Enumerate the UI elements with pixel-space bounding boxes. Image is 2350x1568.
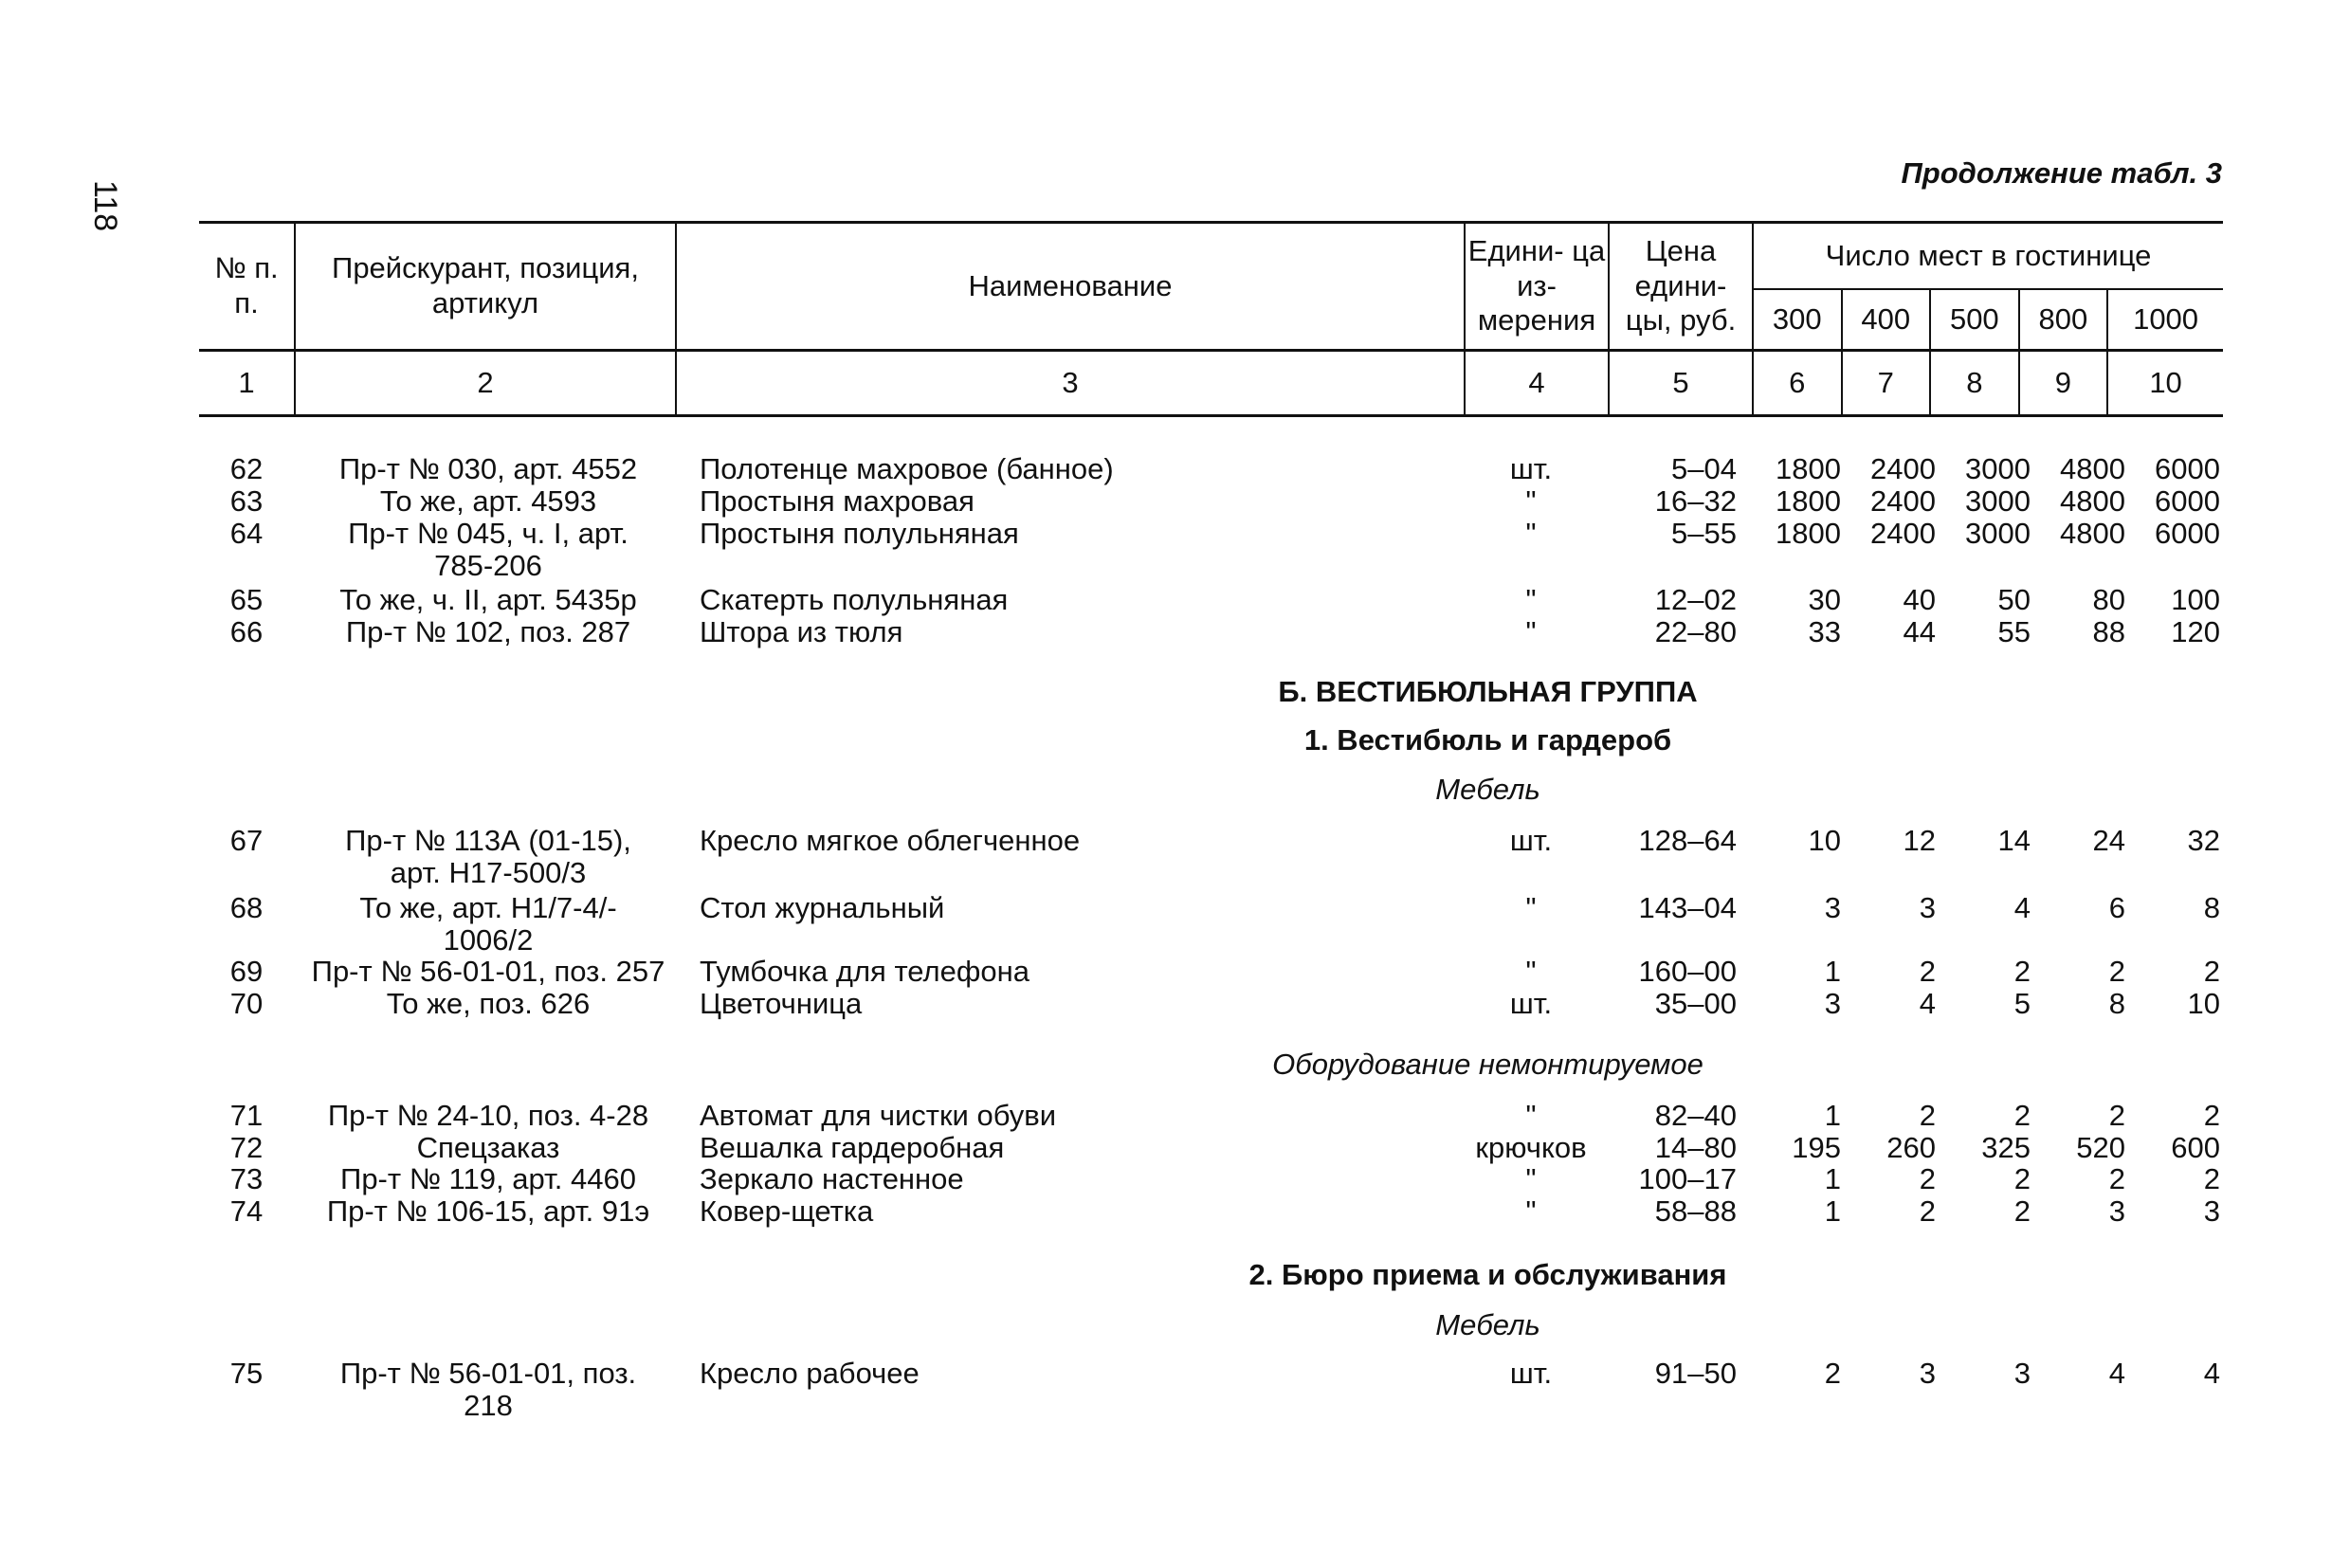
row-pricelist-ref: То же, поз. 626	[386, 987, 591, 1020]
row-price: 128–64	[1638, 824, 1737, 857]
table-row	[0, 824, 2350, 889]
row-number: 62	[229, 452, 264, 485]
row-number: 74	[229, 1194, 264, 1228]
row-price: 14–80	[1654, 1131, 1737, 1164]
row-seat-qty: 4	[2203, 1357, 2220, 1390]
row-seat-qty: 1800	[1776, 452, 1841, 485]
row-item-name: Полотенце махровое (банное)	[700, 452, 1114, 485]
col-number: 1	[199, 351, 295, 416]
table-row	[0, 1357, 2350, 1422]
row-number: 71	[229, 1099, 264, 1132]
col-number: 2	[295, 351, 676, 416]
subsection-title: 1. Вестибюль и гардероб	[1303, 723, 1672, 757]
table-row	[0, 584, 2350, 616]
header-seats: Число мест в гостинице	[1753, 223, 2223, 290]
table-header	[199, 221, 2223, 417]
row-pricelist-ref: То же, арт. Н1/7-4/-	[359, 891, 617, 924]
row-price: 5–04	[1671, 452, 1737, 485]
row-seat-qty: 4800	[2060, 484, 2125, 518]
row-price: 12–02	[1654, 583, 1737, 616]
row-seat-qty: 1800	[1776, 517, 1841, 550]
table-row	[0, 1195, 2350, 1228]
col-number: 7	[1842, 351, 1931, 416]
subsection-title: 2. Бюро приема и обслуживания	[1248, 1258, 1727, 1291]
col-number: 8	[1930, 351, 2019, 416]
row-seat-qty: 2	[2108, 1099, 2125, 1132]
row-item-name: Скатерть полульняная	[700, 583, 1009, 616]
col-number: 4	[1465, 351, 1609, 416]
table-row	[0, 1100, 2350, 1132]
row-seat-qty: 3000	[1965, 452, 2031, 485]
header-price: Цена едини- цы, руб.	[1609, 223, 1753, 351]
row-seat-qty: 260	[1886, 1131, 1936, 1164]
section-title: Б. ВЕСТИБЮЛЬНАЯ ГРУППА	[1278, 675, 1698, 708]
row-number: 64	[229, 517, 264, 550]
row-seat-qty: 4	[1919, 987, 1936, 1020]
row-unit: "	[1525, 891, 1537, 924]
row-seat-qty: 24	[2092, 824, 2125, 857]
row-pricelist-ref: 218	[464, 1389, 513, 1422]
row-unit: "	[1525, 1162, 1537, 1195]
row-price: 82–40	[1654, 1099, 1737, 1132]
row-seat-qty: 2	[1919, 1194, 1936, 1228]
row-seat-qty: 6	[2108, 891, 2125, 924]
col-number: 6	[1753, 351, 1842, 416]
row-seat-qty: 2	[2013, 955, 2031, 988]
row-seat-qty: 3	[2108, 1194, 2125, 1228]
group-title: Мебель	[1435, 773, 1540, 806]
row-number: 63	[229, 484, 264, 518]
row-seat-qty: 55	[1997, 615, 2031, 648]
row-seat-qty: 3	[1824, 987, 1841, 1020]
header-unit: Едини- ца из- мерения	[1465, 223, 1609, 351]
row-seat-qty: 2	[1919, 1162, 1936, 1195]
row-seat-qty: 3000	[1965, 517, 2031, 550]
row-item-name: Автомат для чистки обуви	[700, 1099, 1057, 1132]
table-row	[0, 891, 2350, 957]
row-pricelist-ref: 1006/2	[443, 923, 534, 957]
row-unit: "	[1525, 1099, 1537, 1132]
row-seat-qty: 6000	[2155, 452, 2220, 485]
group-title: Мебель	[1435, 1308, 1540, 1341]
row-pricelist-ref: Пр-т № 030, арт. 4552	[338, 452, 638, 485]
row-price: 5–55	[1671, 517, 1737, 550]
row-seat-qty: 1	[1824, 1099, 1841, 1132]
row-item-name: Простыня махровая	[700, 484, 975, 518]
row-seat-qty: 10	[2187, 987, 2220, 1020]
row-seat-qty: 2400	[1870, 517, 1936, 550]
row-pricelist-ref: 785-206	[434, 549, 542, 582]
page-number: 118	[87, 180, 123, 232]
row-pricelist-ref: Пр-т № 56-01-01, поз.	[339, 1357, 637, 1390]
table-row	[0, 485, 2350, 518]
row-item-name: Стол журнальный	[700, 891, 945, 924]
col-number: 10	[2107, 351, 2223, 416]
row-seat-qty: 6000	[2155, 484, 2220, 518]
row-seat-qty: 8	[2108, 987, 2125, 1020]
row-number: 70	[229, 987, 264, 1020]
row-seat-qty: 195	[1792, 1131, 1841, 1164]
row-seat-qty: 88	[2092, 615, 2125, 648]
row-pricelist-ref: То же, ч. II, арт. 5435р	[339, 583, 637, 616]
row-number: 75	[229, 1357, 264, 1390]
row-seat-qty: 2	[1824, 1357, 1841, 1390]
header-seat-col: 500	[1930, 289, 2019, 351]
row-item-name: Цветочница	[700, 987, 863, 1020]
row-number: 68	[229, 891, 264, 924]
row-seat-qty: 1	[1824, 1194, 1841, 1228]
row-unit: крючков	[1475, 1131, 1587, 1164]
col-number: 3	[676, 351, 1465, 416]
row-price: 35–00	[1654, 987, 1737, 1020]
row-pricelist-ref: Пр-т № 56-01-01, поз. 257	[311, 955, 665, 988]
header-seat-col: 400	[1842, 289, 1931, 351]
row-pricelist-ref: Пр-т № 113А (01-15),	[345, 824, 631, 857]
row-seat-qty: 120	[2171, 615, 2220, 648]
row-seat-qty: 80	[2092, 583, 2125, 616]
row-item-name: Вешалка гардеробная	[700, 1131, 1005, 1164]
row-unit: "	[1525, 1194, 1537, 1228]
row-price: 16–32	[1654, 484, 1737, 518]
row-seat-qty: 325	[1981, 1131, 2031, 1164]
table-row	[0, 1132, 2350, 1164]
row-seat-qty: 4800	[2060, 452, 2125, 485]
row-seat-qty: 2	[2203, 1162, 2220, 1195]
row-seat-qty: 6000	[2155, 517, 2220, 550]
row-seat-qty: 600	[2171, 1131, 2220, 1164]
row-pricelist-ref: Пр-т № 045, ч. I, арт.	[348, 517, 628, 550]
row-seat-qty: 1800	[1776, 484, 1841, 518]
row-seat-qty: 2	[1919, 955, 1936, 988]
row-unit: "	[1525, 517, 1537, 550]
header-seat-col: 1000	[2107, 289, 2223, 351]
row-seat-qty: 4	[2013, 891, 2031, 924]
col-number: 5	[1609, 351, 1753, 416]
row-seat-qty: 3	[2013, 1357, 2031, 1390]
table-caption: Продолжение табл. 3	[1901, 156, 2222, 190]
row-seat-qty: 40	[1903, 583, 1936, 616]
row-seat-qty: 3	[1919, 891, 1936, 924]
row-seat-qty: 3000	[1965, 484, 2031, 518]
row-seat-qty: 2	[2013, 1099, 2031, 1132]
table-row	[0, 453, 2350, 485]
header-name: Наименование	[676, 223, 1465, 351]
row-pricelist-ref: арт. Н17-500/3	[390, 856, 587, 889]
row-unit: шт.	[1509, 824, 1553, 857]
row-seat-qty: 2400	[1870, 452, 1936, 485]
row-unit: "	[1525, 484, 1537, 518]
row-unit: "	[1525, 615, 1537, 648]
row-seat-qty: 4800	[2060, 517, 2125, 550]
row-price: 58–88	[1654, 1194, 1737, 1228]
row-pricelist-ref: Пр-т № 24-10, поз. 4-28	[327, 1099, 649, 1132]
row-seat-qty: 14	[1997, 824, 2031, 857]
row-seat-qty: 520	[2076, 1131, 2125, 1164]
row-seat-qty: 1	[1824, 1162, 1841, 1195]
row-seat-qty: 32	[2187, 824, 2220, 857]
row-unit: "	[1525, 583, 1537, 616]
row-price: 160–00	[1638, 955, 1737, 988]
row-unit: шт.	[1509, 987, 1553, 1020]
row-seat-qty: 2	[1919, 1099, 1936, 1132]
row-seat-qty: 4	[2108, 1357, 2125, 1390]
row-seat-qty: 8	[2203, 891, 2220, 924]
row-seat-qty: 50	[1997, 583, 2031, 616]
row-price: 143–04	[1638, 891, 1737, 924]
row-number: 67	[229, 824, 264, 857]
table-row	[0, 1163, 2350, 1195]
row-seat-qty: 2	[2013, 1162, 2031, 1195]
row-item-name: Тумбочка для телефона	[700, 955, 1029, 988]
row-item-name: Кресло мягкое облегченное	[700, 824, 1081, 857]
row-unit: "	[1525, 955, 1537, 988]
row-price: 22–80	[1654, 615, 1737, 648]
header-num: № п. п.	[199, 223, 295, 351]
row-pricelist-ref: Пр-т № 106-15, арт. 91э	[326, 1194, 650, 1228]
row-seat-qty: 10	[1808, 824, 1841, 857]
row-item-name: Ковер-щетка	[700, 1194, 874, 1228]
row-pricelist-ref: То же, арт. 4593	[379, 484, 597, 518]
row-number: 65	[229, 583, 264, 616]
table-row	[0, 616, 2350, 648]
row-number: 73	[229, 1162, 264, 1195]
table-row	[0, 517, 2350, 582]
col-number: 9	[2019, 351, 2108, 416]
row-item-name: Зеркало настенное	[700, 1162, 964, 1195]
row-number: 69	[229, 955, 264, 988]
row-number: 66	[229, 615, 264, 648]
row-item-name: Кресло рабочее	[700, 1357, 920, 1390]
header-seat-col: 800	[2019, 289, 2108, 351]
row-price: 100–17	[1638, 1162, 1737, 1195]
row-price: 91–50	[1654, 1357, 1737, 1390]
row-unit: шт.	[1509, 1357, 1553, 1390]
row-seat-qty: 12	[1903, 824, 1936, 857]
row-seat-qty: 44	[1903, 615, 1936, 648]
row-seat-qty: 3	[1919, 1357, 1936, 1390]
table-row	[0, 956, 2350, 988]
row-seat-qty: 2	[2203, 955, 2220, 988]
row-pricelist-ref: Спецзаказ	[416, 1131, 560, 1164]
header-ref: Прейскурант, позиция, артикул	[295, 223, 676, 351]
group-title: Оборудование немонтируемое	[1272, 1048, 1703, 1081]
header-seat-col: 300	[1753, 289, 1842, 351]
row-unit: шт.	[1509, 452, 1553, 485]
row-seat-qty: 2	[2108, 955, 2125, 988]
row-seat-qty: 5	[2013, 987, 2031, 1020]
row-pricelist-ref: Пр-т № 119, арт. 4460	[340, 1162, 636, 1195]
row-number: 72	[229, 1131, 264, 1164]
row-seat-qty: 1	[1824, 955, 1841, 988]
row-seat-qty: 2400	[1870, 484, 1936, 518]
row-seat-qty: 2	[2203, 1099, 2220, 1132]
row-seat-qty: 30	[1808, 583, 1841, 616]
row-item-name: Простыня полульняная	[700, 517, 1019, 550]
row-seat-qty: 2	[2013, 1194, 2031, 1228]
table-row	[0, 988, 2350, 1020]
row-seat-qty: 2	[2108, 1162, 2125, 1195]
row-seat-qty: 3	[2203, 1194, 2220, 1228]
row-seat-qty: 3	[1824, 891, 1841, 924]
row-item-name: Штора из тюля	[700, 615, 903, 648]
row-pricelist-ref: Пр-т № 102, поз. 287	[345, 615, 631, 648]
row-seat-qty: 33	[1808, 615, 1841, 648]
row-seat-qty: 100	[2171, 583, 2220, 616]
